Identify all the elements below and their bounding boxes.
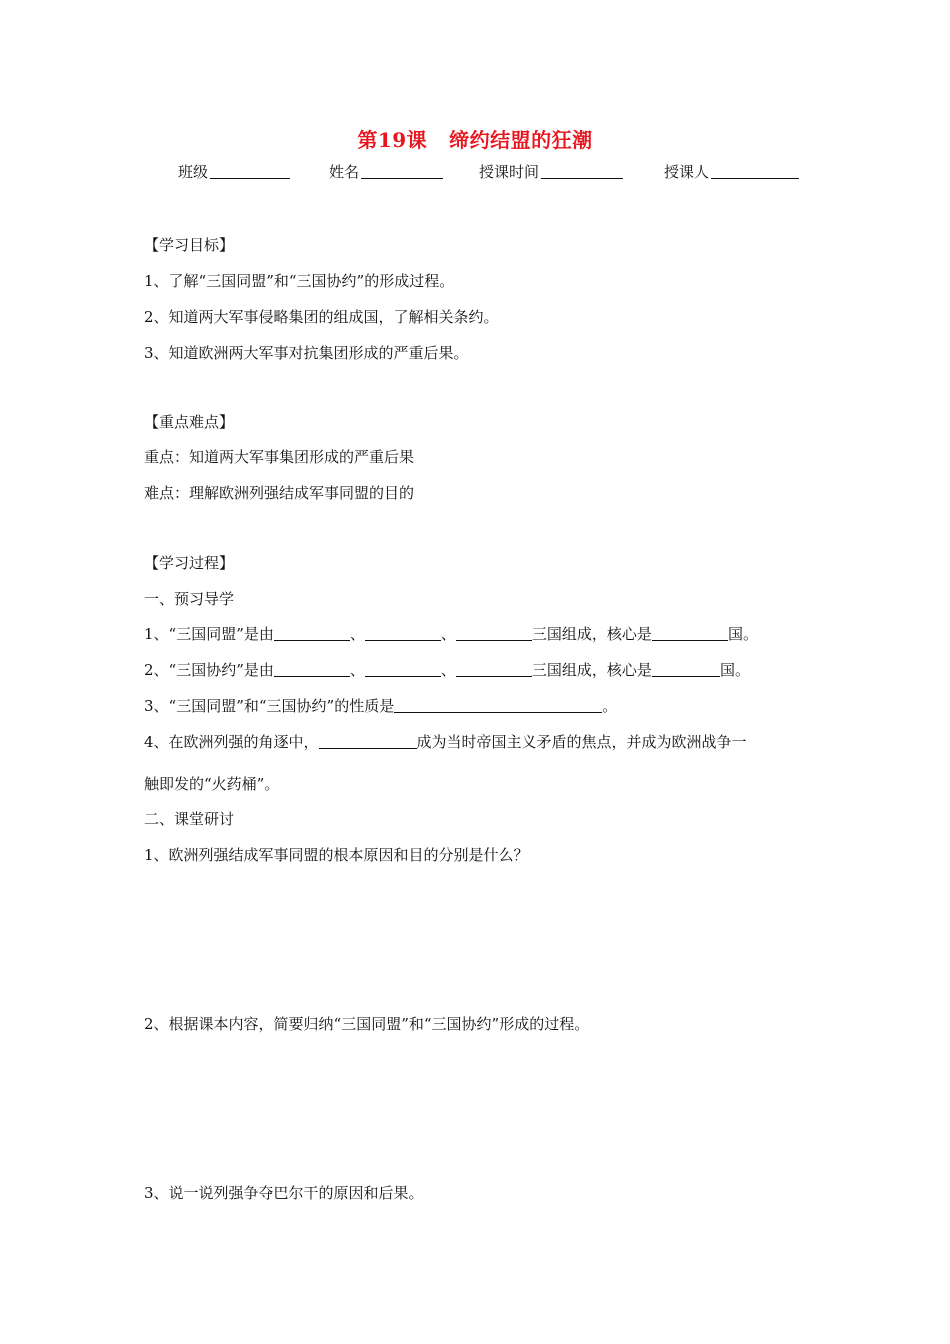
time-field[interactable] bbox=[479, 161, 623, 182]
discussion-question-3: 3、说一说列强争夺巴尔干的原因和后果。 bbox=[144, 1184, 424, 1202]
class-label: 班级 bbox=[178, 163, 209, 181]
class-blank[interactable] bbox=[210, 163, 290, 179]
answer-blank[interactable] bbox=[456, 661, 532, 677]
difficulty-point: 难点：理解欧洲列强结成军事同盟的目的 bbox=[144, 484, 415, 502]
discussion-question-2: 2、根据课本内容，简要归纳“三国同盟”和“三国协约”形成的过程。 bbox=[144, 1015, 590, 1033]
section-discussion: 二、课堂研讨 bbox=[144, 810, 235, 828]
lesson-number: 第19课 bbox=[357, 128, 428, 152]
name-label: 姓名 bbox=[329, 163, 360, 181]
answer-blank[interactable] bbox=[365, 625, 441, 641]
class-field[interactable] bbox=[178, 161, 290, 182]
answer-blank[interactable] bbox=[652, 625, 728, 641]
process-heading: 【学习过程】 bbox=[144, 554, 235, 572]
teacher-field[interactable] bbox=[664, 161, 799, 182]
section-preview: 一、预习导学 bbox=[144, 590, 235, 608]
teacher-blank[interactable] bbox=[711, 163, 799, 179]
objective-item: 1、了解“三国同盟”和“三国协约”的形成过程。 bbox=[144, 272, 455, 290]
objective-item: 3、知道欧洲两大军事对抗集团形成的严重后果。 bbox=[144, 344, 469, 362]
preview-question-1: 1、“三国同盟”是由 、 、 三国组成，核心是 国。 bbox=[144, 625, 758, 643]
preview-question-4: 4、在欧洲列强的角逐中， 成为当时帝国主义矛盾的焦点，并成为欧洲战争一 bbox=[144, 733, 747, 751]
page-title bbox=[0, 124, 950, 153]
focus-point: 重点：知道两大军事集团形成的严重后果 bbox=[144, 448, 415, 466]
name-field[interactable] bbox=[329, 161, 443, 182]
answer-blank[interactable] bbox=[394, 697, 602, 713]
name-blank[interactable] bbox=[361, 163, 443, 179]
objectives-heading: 【学习目标】 bbox=[144, 236, 235, 254]
preview-question-2: 2、“三国协约”是由 、 、 三国组成，核心是 国。 bbox=[144, 661, 750, 679]
info-row bbox=[0, 161, 950, 185]
discussion-question-1: 1、欧洲列强结成军事同盟的根本原因和目的分别是什么？ bbox=[144, 846, 529, 864]
keypoints-heading: 【重点难点】 bbox=[144, 413, 235, 431]
preview-question-3: 3、“三国同盟”和“三国协约”的性质是 。 bbox=[144, 697, 618, 715]
objective-item: 2、知道两大军事侵略集团的组成国，了解相关条约。 bbox=[144, 308, 499, 326]
preview-question-4-cont: 触即发的“火药桶”。 bbox=[144, 775, 280, 793]
answer-blank[interactable] bbox=[319, 733, 417, 749]
lesson-name: 缔约结盟的狂潮 bbox=[449, 128, 593, 152]
answer-blank[interactable] bbox=[652, 661, 720, 677]
time-blank[interactable] bbox=[541, 163, 623, 179]
answer-blank[interactable] bbox=[274, 625, 350, 641]
answer-blank[interactable] bbox=[274, 661, 350, 677]
teacher-label: 授课人 bbox=[664, 163, 710, 181]
time-label: 授课时间 bbox=[479, 163, 540, 181]
answer-blank[interactable] bbox=[456, 625, 532, 641]
answer-blank[interactable] bbox=[365, 661, 441, 677]
